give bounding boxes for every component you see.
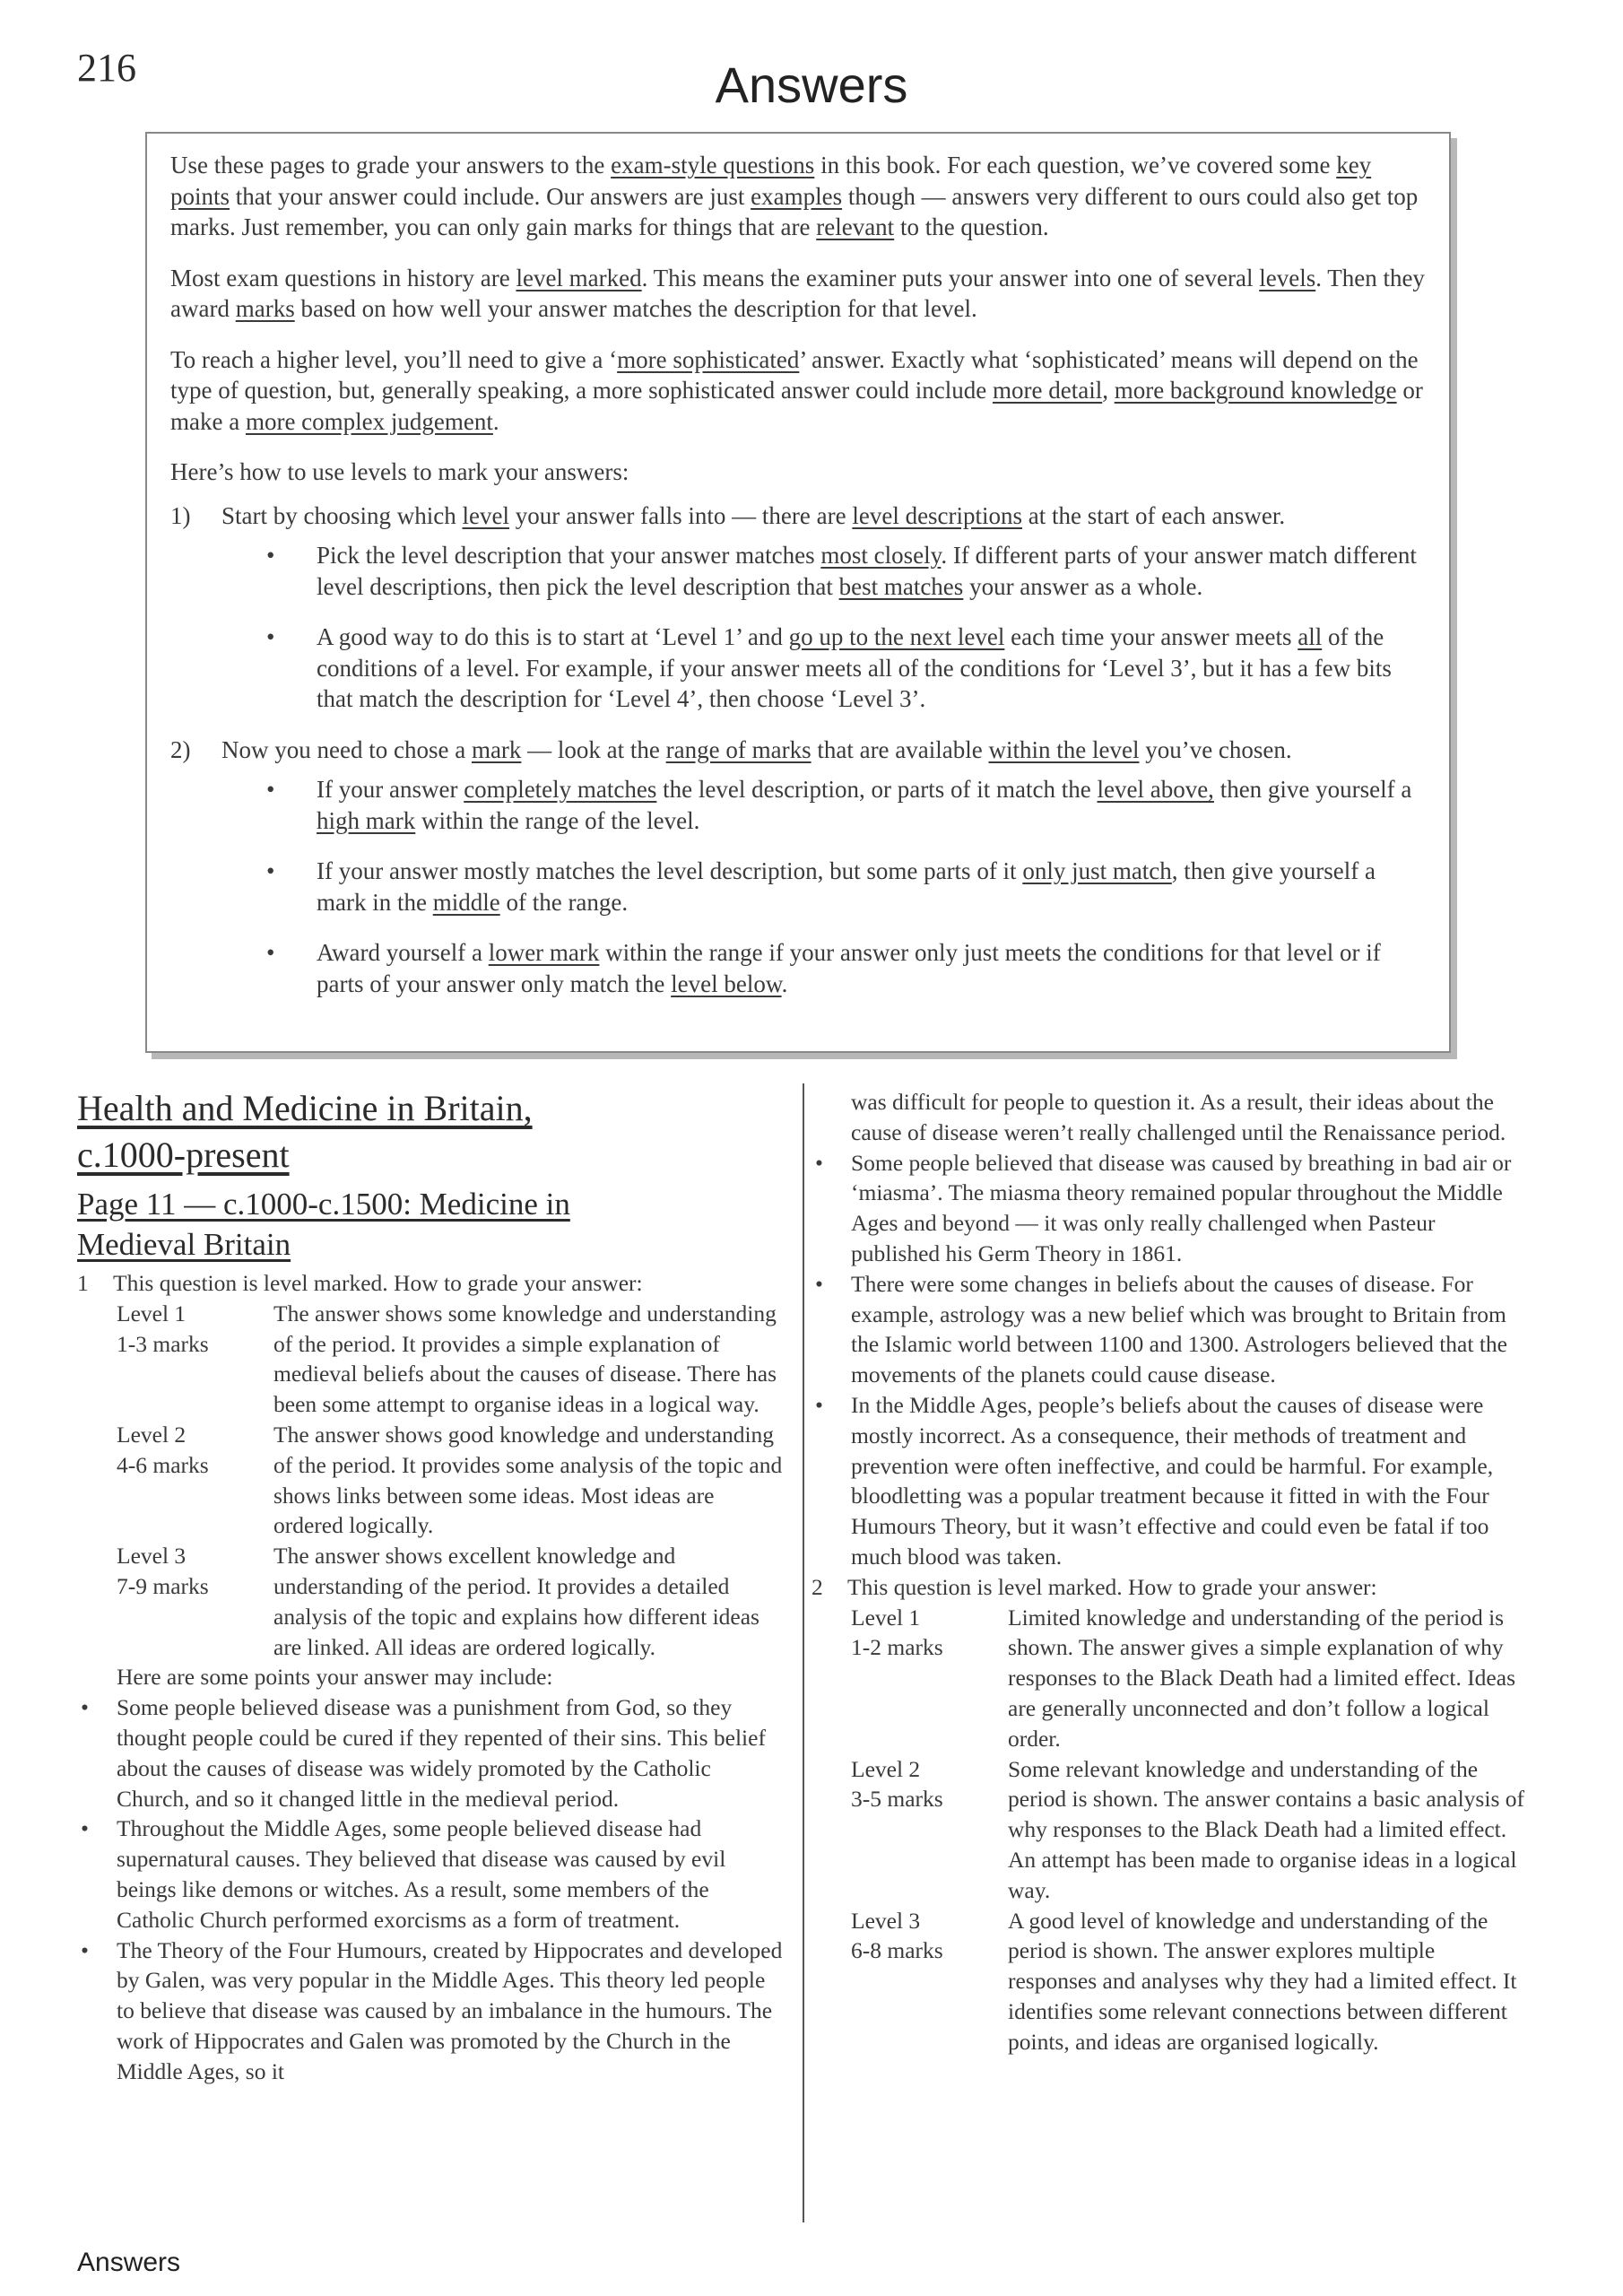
answer-point — [77, 1692, 785, 1813]
underlined-term: most closely — [820, 542, 942, 569]
answer-point-text: The Theory of the Four Humours, created by Hippocrates and developed by Galen, was very popular in the Middle Ages. This theory led people to believe that disease was caused by an imbalance in the humours. The work of Hippocrates and Galen was promoted by the Church in the Middle Ages, so it — [117, 1936, 783, 2084]
underlined-term: exam-style questions — [611, 152, 815, 178]
section-title-line: Health and Medicine in Britain, — [77, 1088, 533, 1128]
level-name: Level 3 — [117, 1543, 187, 1570]
step-text: Start by choosing which level your answer falls into — there are level descriptions at the start of each answer. — [221, 501, 1286, 529]
guide-paragraph: Use these pages to grade your answers to the exam-style questions in this book. For each question, we’ve covered some key points that your answer could include. Our answers are just examples though — answers very different to ours could also get top marks. Just remember, you can only gain marks for things that are relevant to the question. — [170, 152, 1419, 240]
bullet-icon: • — [815, 1270, 823, 1297]
level-marks: 4-6 marks — [117, 1451, 209, 1478]
right-column — [812, 1087, 1529, 2057]
answer-point-text: Some people believed disease was a punishment from God, so they thought people could be cured if they repented of their sins. This belief about the causes of disease was widely promoted by the Catholic Church, and so it changed little in the medieval period. — [117, 1694, 766, 1812]
underlined-term: mark — [471, 735, 522, 763]
answer-point-continued — [812, 1087, 1529, 1148]
subsection-title — [77, 1184, 785, 1265]
underlined-term: key points — [170, 152, 1372, 210]
question-intro — [77, 1268, 785, 1299]
bullet-text: Pick the level description that your answer matches most closely. If different parts of your answer match different level descriptions, then pick the level description that best matches your answer as a whole. — [317, 542, 1417, 600]
underlined-term: range of marks — [665, 735, 812, 763]
underlined-term: level above, — [1097, 776, 1214, 803]
question-intro-text: This question is level marked. How to grade your answer: — [113, 1270, 643, 1296]
level-name: Level 1 — [117, 1300, 187, 1326]
level-name: Level 2 — [117, 1421, 187, 1448]
guide-bullet — [266, 622, 1426, 715]
level-name: Level 1 — [851, 1604, 921, 1631]
answer-point-text: was difficult for people to question it. As a result, their ideas about the cause of disease weren’t really challenged until the Renaissance period. — [851, 1089, 1506, 1145]
bullet-text: Award yourself a lower mark within the range if your answer only just meets the conditions for that level or if parts of your answer only match the level below. — [317, 939, 1381, 997]
level-label — [117, 1541, 273, 1662]
level-table — [117, 1299, 785, 1663]
answer-point — [812, 1148, 1529, 1269]
level-label — [851, 1603, 1008, 1754]
underlined-term: more background knowledge — [1114, 377, 1397, 404]
level-row — [117, 1420, 785, 1541]
guide-step — [170, 500, 1426, 532]
underlined-term: marks — [235, 295, 295, 322]
guide-bullet — [266, 774, 1426, 836]
underlined-term: go up to the next level — [788, 623, 1005, 650]
left-column — [77, 1085, 785, 2087]
level-description: Limited knowledge and understanding of the period is shown. The answer gives a simple explanation of why responses to the Black Death had a limited effect. Ideas are generally unconnected and don’t follow a logical order. — [1008, 1604, 1515, 1752]
level-label — [851, 1754, 1008, 1906]
underlined-term: lower mark — [488, 939, 600, 966]
bullet-icon: • — [266, 857, 275, 884]
level-row — [851, 1754, 1529, 1906]
guide-paragraph: Most exam questions in history are level marked. This means the examiner puts your answer into one of several levels. Then they award marks based on how well your answer matches the description for that level. — [170, 264, 1425, 322]
level-row — [851, 1603, 1529, 1754]
bullet-text: If your answer completely matches the level description, or parts of it match the level above, then give yourself a high mark within the range of the level. — [317, 776, 1412, 834]
underlined-term: more detail — [993, 377, 1103, 404]
marking-guide-box — [145, 132, 1451, 1053]
level-marks: 7-9 marks — [117, 1572, 209, 1599]
underlined-term: more sophisticated — [617, 345, 800, 373]
underlined-term: examples — [751, 182, 843, 210]
underlined-term: best matches — [838, 572, 964, 600]
level-row — [117, 1541, 785, 1662]
bullet-icon: • — [81, 1694, 89, 1721]
level-description: The answer shows excellent knowledge and understanding of the period. It provides a detailed analysis of the topic and explains how different ideas are linked. All ideas are ordered logically. — [273, 1543, 759, 1660]
bullet-icon: • — [815, 1149, 823, 1176]
subsection-title-line: Page 11 — c.1000-c.1500: Medicine in — [77, 1187, 570, 1222]
answer-point — [812, 1269, 1529, 1390]
bullet-text: If your answer mostly matches the level description, but some parts of it only just match, then give yourself a mark in the middle of the range. — [317, 857, 1376, 916]
page-title: Answers — [715, 57, 908, 113]
step-number: 1) — [170, 501, 191, 529]
bullet-icon: • — [266, 939, 275, 966]
question-intro — [812, 1572, 1529, 1603]
guide-bullet — [266, 856, 1426, 918]
underlined-term: levels — [1259, 264, 1316, 291]
question-number: 1 — [77, 1270, 89, 1296]
answer-point — [77, 1813, 785, 1935]
level-label — [851, 1906, 1008, 2057]
level-marks: 6-8 marks — [851, 1937, 943, 1964]
answer-point — [812, 1390, 1529, 1572]
level-name: Level 3 — [851, 1907, 921, 1934]
step-number: 2) — [170, 735, 191, 763]
answer-point-text: Some people believed that disease was caused by breathing in bad air or ‘miasma’. The miasma theory remained popular throughout the Middle Ages and beyond — it was only really challenged when Pasteur published his Germ Theory in 1861. — [851, 1149, 1512, 1266]
underlined-term: level descriptions — [852, 501, 1023, 529]
page-number: 216 — [77, 46, 136, 90]
section-title-line: c.1000-present — [77, 1135, 290, 1175]
bullet-icon: • — [815, 1391, 823, 1418]
guide-step — [170, 735, 1426, 766]
bullet-icon: • — [266, 623, 275, 650]
level-description: Some relevant knowledge and understanding of the period is shown. The answer contains a basic analysis of why responses to the Black Death had a limited effect. An attempt has been made to organise ideas in a logical way. — [1008, 1755, 1524, 1903]
level-name: Level 2 — [851, 1755, 921, 1782]
underlined-term: level marked — [516, 264, 642, 291]
level-marks: 1-3 marks — [117, 1330, 209, 1357]
bullet-icon: • — [266, 776, 275, 803]
step-text: Now you need to chose a mark — look at the range of marks that are available within the level you’ve chosen. — [221, 735, 1292, 763]
underlined-term: more complex judgement — [245, 407, 493, 435]
answer-point-text: There were some changes in beliefs about the causes of disease. For example, astrology was a new belief which was brought to Britain from the Islamic world between 1100 and 1300. Astrologers believed that the movements of the planets could cause disease. — [851, 1270, 1507, 1388]
answer-point-text: In the Middle Ages, people’s beliefs about the causes of disease were mostly incorrect. As a consequence, their methods of treatment and prevention were often ineffective, and could be harmful. For example, bloodletting was a popular treatment because it fitted in with the Four Humours Theory, but it wasn’t effective and could even be fatal if too much blood was taken. — [851, 1391, 1494, 1570]
guide-bullet — [266, 937, 1426, 999]
section-title — [77, 1085, 785, 1178]
level-table — [851, 1603, 1529, 2057]
guide-paragraph: To reach a higher level, you’ll need to give a ‘more sophisticated’ answer. Exactly what ‘sophisticated’ means will depend on the type of question, but, generally speaking, a more sophisticated answer could include more detail, more background knowledge or make a more complex judgement. — [170, 345, 1423, 435]
underlined-term: relevant — [816, 213, 895, 240]
subsection-title-line: Medieval Britain — [77, 1227, 291, 1262]
question-intro-text: This question is level marked. How to grade your answer: — [847, 1573, 1377, 1600]
answer-point-text: Throughout the Middle Ages, some people believed disease had supernatural causes. They believed that disease was caused by evil beings like demons or witches. As a result, some members of the Catholic Church performed exorcisms as a form of treatment. — [117, 1815, 726, 1933]
points-intro: Here are some points your answer may include: — [117, 1664, 553, 1691]
underlined-term: completely matches — [464, 776, 657, 803]
level-marks: 1-2 marks — [851, 1634, 943, 1661]
underlined-term: level — [462, 501, 509, 529]
guide-bullet — [266, 540, 1426, 602]
underlined-term: only just match — [1022, 857, 1172, 884]
underlined-term: all — [1298, 623, 1323, 650]
answer-point — [77, 1935, 785, 2087]
bullet-text: A good way to do this is to start at ‘Level 1’ and go up to the next level each time your answer meets all of the conditions of a level. For example, if your answer meets all of the conditions for ‘Level 3’, but it has a few bits that match the description for ‘Level 4’, then choose ‘Level 3’. — [317, 623, 1392, 712]
underlined-term: level below — [671, 970, 782, 997]
level-label — [117, 1420, 273, 1541]
level-description: The answer shows good knowledge and understanding of the period. It provides some analysis of the topic and shows links between some ideas. Most ideas are ordered logically. — [273, 1421, 783, 1539]
column-divider — [803, 1083, 804, 2222]
level-row — [851, 1906, 1529, 2057]
guide-paragraph: Here’s how to use levels to mark your answers: — [170, 458, 629, 485]
level-row — [117, 1299, 785, 1420]
underlined-term: middle — [432, 888, 500, 916]
underlined-term: high mark — [317, 806, 416, 834]
question-number: 2 — [812, 1573, 823, 1600]
level-label — [117, 1299, 273, 1420]
footer-label: Answers — [77, 2248, 181, 2277]
bullet-icon: • — [81, 1815, 89, 1842]
level-marks: 3-5 marks — [851, 1786, 943, 1813]
bullet-icon: • — [81, 1936, 89, 1963]
underlined-term: within the level — [988, 735, 1140, 763]
level-description: The answer shows some knowledge and understanding of the period. It provides a simple explanation of medieval beliefs about the causes of disease. There has been some attempt to organise ideas in a logical way. — [273, 1300, 777, 1418]
bullet-icon: • — [266, 542, 275, 569]
level-description: A good level of knowledge and understanding of the period is shown. The answer explores multiple responses and analyses why they had a limited effect. It identifies some relevant connections between different points, and ideas are organised logically. — [1008, 1907, 1517, 2055]
